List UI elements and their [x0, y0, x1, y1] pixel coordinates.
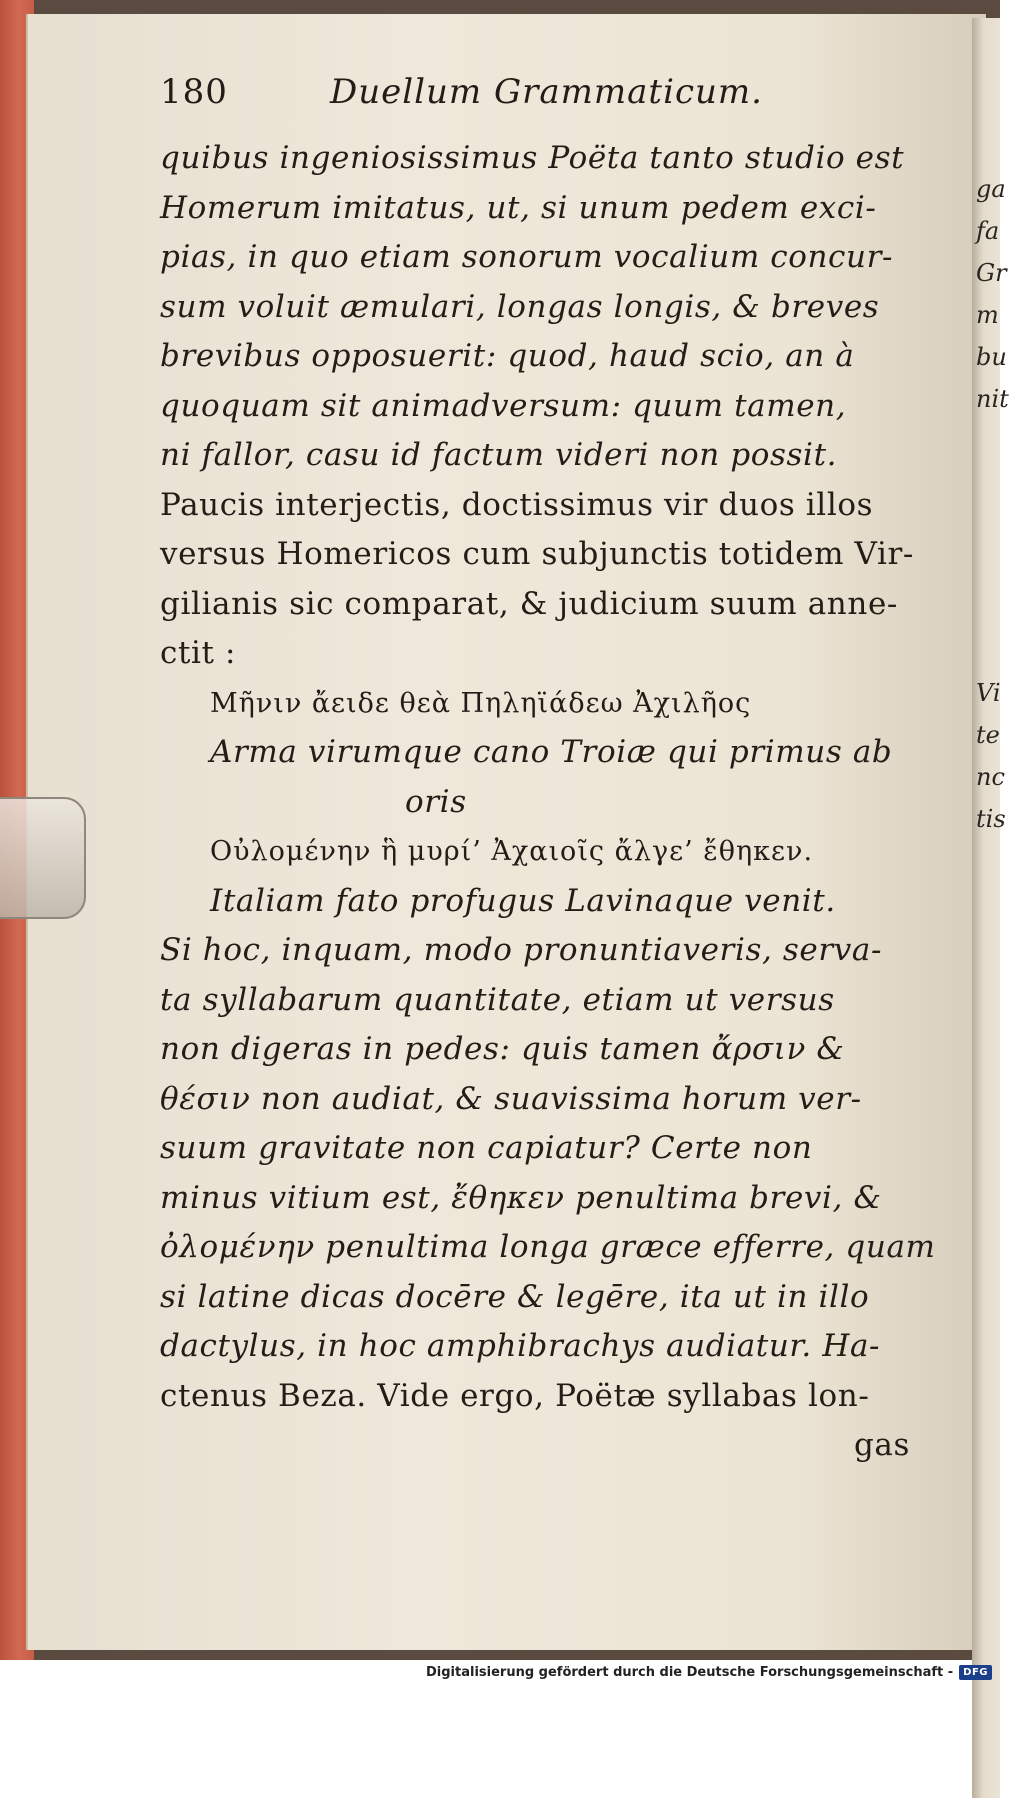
- facing-page-fragment: [976, 630, 1000, 672]
- text-line: Italiam fato profugus Lavinaque venit.: [210, 882, 836, 919]
- verse-quotation: [160, 679, 920, 927]
- text-line: ni fallor, casu id factum videri non possit.: [160, 437, 838, 473]
- text-line: oris: [405, 783, 467, 820]
- facing-page-fragment: te: [976, 721, 1000, 749]
- commentary-paragraph: [160, 926, 936, 1421]
- facing-page-fragment: ga: [976, 175, 1006, 203]
- text-line: Si hoc, inquam, modo pronuntiaveris, serva-: [160, 932, 883, 968]
- facing-page-fragment: [976, 588, 1000, 630]
- facing-page-fragment: nc: [976, 763, 1005, 791]
- text-line: Μῆνιν ἄειδε θεὰ Πηληϊάδεω Ἀχιλῆος: [210, 687, 752, 719]
- footer-credit: [426, 1662, 992, 1682]
- text-line: Arma virumque cano Troiæ qui primus ab: [210, 734, 893, 770]
- page-clip: [0, 797, 86, 919]
- facing-page-fragment: nit: [976, 385, 1009, 413]
- text-line: ctit :: [160, 635, 237, 671]
- footer-credit-text: Digitalisierung gefördert durch die Deutsche Forschungsgemeinschaft -: [426, 1664, 954, 1680]
- facing-page-fragment: bu: [976, 343, 1007, 371]
- facing-page-strip: [972, 18, 1009, 1798]
- text-line: gilianis sic comparat, & judicium suum anne-: [160, 585, 898, 622]
- text-line: Paucis interjectis, doctissimus vir duos illos: [160, 486, 874, 523]
- facing-page-fragment: fa: [976, 217, 1000, 245]
- facing-page-fragment: [976, 546, 1000, 588]
- text-line: quoquam sit animadversum: quum tamen,: [160, 387, 847, 424]
- page-number: 180: [160, 72, 228, 112]
- page-text: [160, 72, 936, 1471]
- text-line: sum voluit æmulari, longas longis, & breves: [160, 288, 880, 325]
- facing-page-fragment: [976, 420, 1000, 462]
- text-line: suum gravitate non capiatur? Certe non: [160, 1130, 813, 1166]
- text-line: quibus ingeniosissimus Poëta tanto studio est: [160, 140, 905, 176]
- text-line: ctenus Beza. Vide ergo, Poëtæ syllabas lon-: [160, 1377, 870, 1414]
- text-line: pias, in quo etiam sonorum vocalium concur-: [160, 239, 894, 275]
- catchword: gas: [853, 1427, 910, 1463]
- text-line: non digeras in pedes: quis tamen ἄρσιν &: [160, 1031, 845, 1067]
- text-line: si latine dicas docēre & legēre, ita ut in illo: [160, 1278, 870, 1315]
- text-line: ὀλομένην penultima longa græce efferre, quam: [160, 1229, 936, 1265]
- facing-page-fragment: tis: [976, 805, 1006, 833]
- dfg-logo: DFG: [959, 1665, 992, 1680]
- facing-page-fragment: [976, 462, 1000, 504]
- body-paragraph: [160, 134, 920, 679]
- facing-page-fragment: [976, 504, 1000, 546]
- facing-page-fragment: Vi: [976, 679, 1001, 707]
- text-line: θέσιν non audiat, & suavissima horum ver-: [160, 1080, 862, 1117]
- page-header: [160, 72, 920, 134]
- running-head: Duellum Grammaticum.: [330, 72, 763, 112]
- text-line: Homerum imitatus, ut, si unum pedem exci-: [160, 189, 877, 226]
- text-line: versus Homericos cum subjunctis totidem Vir-: [160, 536, 914, 572]
- text-line: brevibus opposuerit: quod, haud scio, an à: [160, 338, 855, 374]
- text-line: dactylus, in hoc amphibrachys audiatur. Ha-: [160, 1328, 881, 1364]
- text-line: minus vitium est, ἔθηκεν penultima brevi, &: [160, 1179, 882, 1216]
- facing-page-fragment: Gr: [976, 259, 1007, 287]
- text-line: ta syllabarum quantitate, etiam ut versus: [160, 981, 835, 1018]
- facing-page-fragment: m: [976, 301, 999, 329]
- text-line: Οὐλομένην ἣ μυρί’ Ἀχαιοῖς ἄλγε’ ἔθηκεν.: [210, 836, 814, 867]
